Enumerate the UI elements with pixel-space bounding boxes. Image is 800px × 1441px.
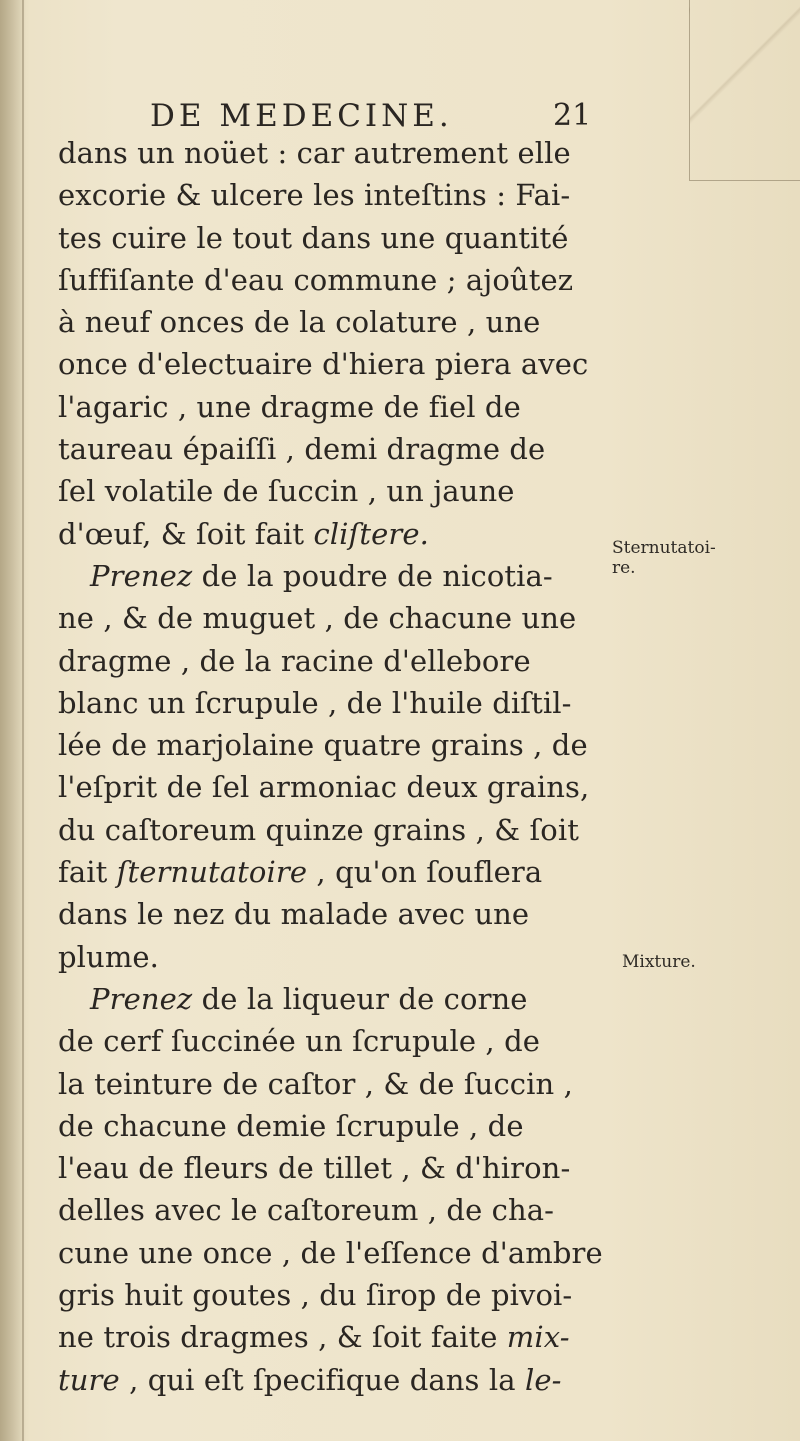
- text-line: [58, 724, 598, 766]
- line-text: du caſtoreum quinze grains , & ſoit: [58, 812, 579, 847]
- text-line: [58, 1020, 598, 1062]
- line-text: d'œuf, & ſoit fait: [58, 516, 314, 551]
- line-text: dans un noüet : car autrement elle: [58, 136, 571, 170]
- line-text: la teinture de caſtor , & de ſuccin ,: [58, 1066, 573, 1101]
- line-text: once d'electuaire d'hiera piera avec: [58, 347, 589, 382]
- text-line: [58, 936, 598, 978]
- text-line: [58, 555, 598, 597]
- line-text: dans le nez du malade avec une: [58, 897, 530, 932]
- text-line: [58, 217, 598, 259]
- line-text: lée de marjolaine quatre grains , de: [58, 728, 588, 763]
- line-text: ſuffiſante d'eau commune ; ajoûtez: [58, 262, 574, 297]
- text-line: [58, 343, 598, 385]
- text-line: [58, 766, 598, 808]
- paper-fold-mark: [689, 0, 800, 181]
- line-text: taureau épaiſſi , demi dragme de: [58, 432, 546, 467]
- text-line: [58, 1359, 598, 1401]
- text-line: [58, 513, 598, 555]
- text-line: [58, 132, 598, 174]
- body-text: [58, 132, 603, 1401]
- text-line: [58, 1316, 598, 1358]
- text-line: [58, 1274, 598, 1316]
- italic-term: Prenez: [90, 981, 193, 1016]
- margin-note-line: Sternutatoi-: [612, 538, 716, 558]
- text-line: [58, 640, 598, 682]
- text-line: [58, 893, 598, 935]
- line-text: delles avec le caſtoreum , de cha-: [58, 1193, 555, 1228]
- text-line: [58, 597, 598, 639]
- text-line: [58, 978, 598, 1020]
- text-line: [58, 1232, 603, 1274]
- line-text: fait: [58, 855, 117, 890]
- line-text: de cerf ſuccinée un ſcrupule , de: [58, 1024, 540, 1059]
- margin-note-line: re.: [612, 558, 636, 578]
- text-line: [58, 301, 598, 343]
- line-text: , qu'on ſouflera: [307, 855, 543, 890]
- line-text: de chacune demie ſcrupule , de: [58, 1108, 524, 1143]
- line-text: l'eau de fleurs de tillet , & d'hiron-: [58, 1151, 571, 1186]
- italic-term: ture: [58, 1362, 120, 1397]
- text-line: [58, 428, 598, 470]
- running-head: DE MEDECINE.: [150, 98, 453, 134]
- italic-term: cliſtere.: [313, 516, 429, 551]
- line-text: , qui eſt ſpecifique dans la: [119, 1362, 525, 1397]
- line-text: ne , & de muguet , de chacune une: [58, 601, 577, 636]
- line-text: gris huit goutes , du ſirop de pivoi-: [58, 1278, 573, 1313]
- text-line: [58, 470, 598, 512]
- italic-term: le-: [524, 1362, 562, 1397]
- line-text: ne trois dragmes , & ſoit faite: [58, 1320, 507, 1355]
- text-line: [58, 1147, 598, 1189]
- line-text: de la liqueur de corne: [192, 981, 528, 1016]
- line-text: excorie & ulcere les inteſtins : Fai-: [58, 178, 571, 213]
- text-line: [58, 1189, 598, 1231]
- text-line: [58, 851, 598, 893]
- text-line: [58, 682, 598, 724]
- italic-term: mix-: [506, 1320, 570, 1355]
- text-line: [58, 259, 598, 301]
- margin-note-line: Mixture.: [622, 952, 696, 972]
- italic-term: ſternutatoire: [116, 855, 308, 890]
- text-line: [58, 386, 598, 428]
- line-text: l'eſprit de ſel armoniac deux grains,: [58, 770, 590, 805]
- line-text: à neuf onces de la colature , une: [58, 305, 541, 340]
- text-line: [58, 809, 598, 851]
- line-text: ſel volatile de ſuccin , un jaune: [58, 474, 515, 509]
- page-edge-line: [22, 0, 24, 1441]
- line-text: dragme , de la racine d'ellebore: [58, 643, 531, 678]
- text-line: [58, 1105, 598, 1147]
- margin-note-mixture: [622, 952, 696, 972]
- line-text: blanc un ſcrupule , de l'huile diſtil-: [58, 685, 572, 720]
- page-number: 21: [553, 98, 592, 133]
- line-text: tes cuire le tout dans une quantité: [58, 220, 569, 255]
- text-line: [58, 174, 598, 216]
- line-text: l'agaric , une dragme de fiel de: [58, 389, 521, 424]
- text-line: [58, 1063, 598, 1105]
- line-text: de la poudre de nicotia-: [192, 558, 553, 593]
- line-text: cune une once , de l'eſſence d'ambre: [58, 1235, 603, 1270]
- line-text: plume.: [58, 939, 159, 974]
- margin-note-sternutatoire: [612, 538, 716, 578]
- italic-term: Prenez: [90, 558, 193, 593]
